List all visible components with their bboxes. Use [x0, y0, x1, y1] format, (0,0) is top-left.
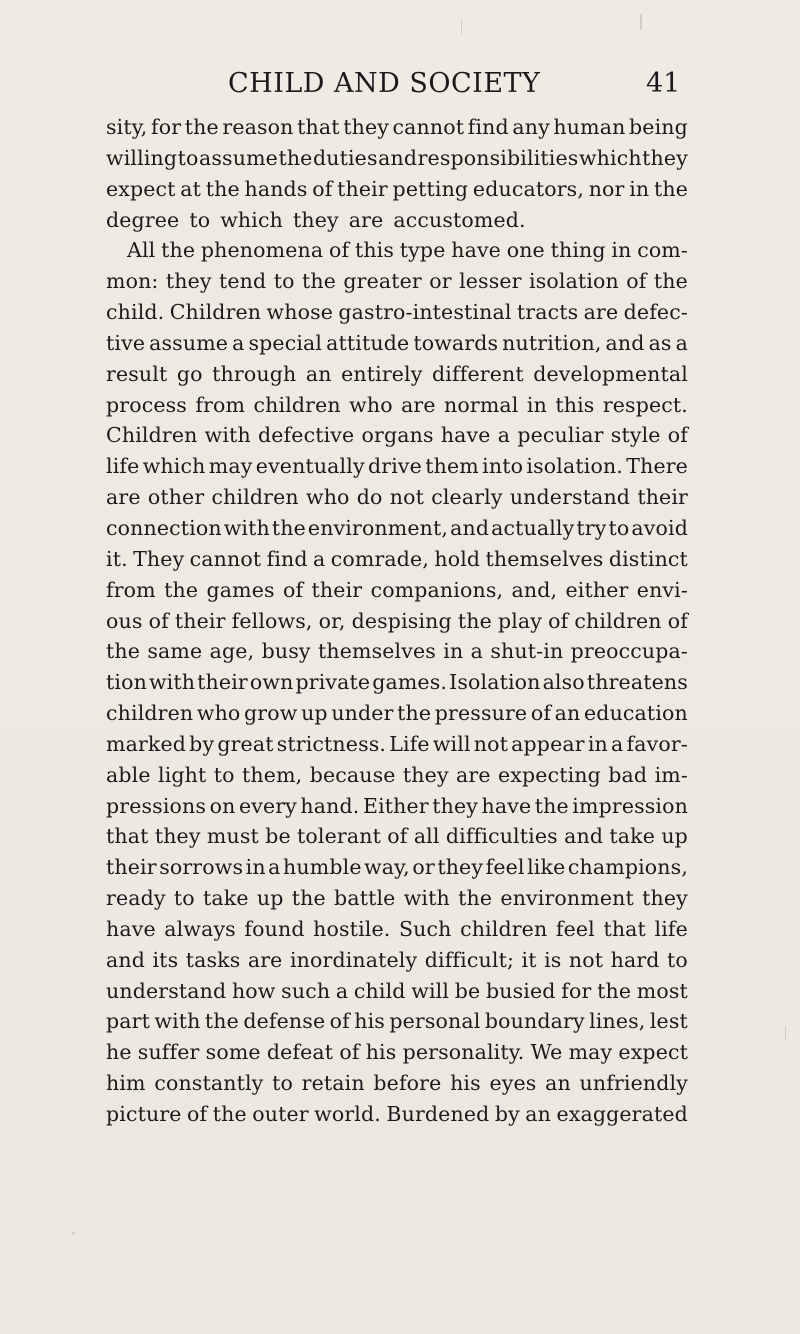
- text-line: tion with their own private games. Isolation also threatens: [106, 670, 688, 695]
- text-line: All the phenomena of this type have one thing in com-: [127, 238, 688, 263]
- text-line: connection with the environment, and actually try to avoid: [106, 515, 688, 540]
- text-line: that they must be tolerant of all difficulties and take up: [106, 824, 688, 849]
- text-line: degree to which they are accustomed.: [106, 207, 526, 232]
- text-line: from the games of their companions, and, either envi-: [106, 577, 688, 602]
- paper-speck: [785, 1026, 786, 1040]
- text-line: he suffer some defeat of his personality. We may expect: [106, 1040, 688, 1065]
- text-line: understand how such a child will be busied for the most: [106, 978, 688, 1003]
- text-line: children who grow up under the pressure of an education: [106, 701, 688, 726]
- text-line: tive assume a special attitude towards nutrition, and as a: [106, 330, 688, 355]
- text-line: ous of their fellows, or, despising the play of children of: [106, 608, 688, 633]
- text-line: Children with defective organs have a peculiar style of: [106, 423, 688, 448]
- paper-speck: [640, 14, 642, 30]
- text-line: are other children who do not clearly understand their: [106, 485, 688, 510]
- page-number: 41: [646, 68, 681, 99]
- text-line: mon: they tend to the greater or lesser isolation of the: [106, 269, 688, 294]
- running-head-title: CHILD AND SOCIETY: [228, 68, 541, 99]
- body-text: [106, 112, 688, 1130]
- paper-speck: [461, 20, 462, 34]
- text-line: picture of the outer world. Burdened by an exaggerated: [106, 1102, 688, 1126]
- text-line: willing to assume the duties and responsibilities which they: [106, 145, 688, 170]
- text-line: him constantly to retain before his eyes an unfriendly: [106, 1071, 688, 1096]
- text-line: result go through an entirely different developmental: [106, 361, 688, 386]
- text-line: marked by great strictness. Life will not appear in a favor-: [106, 731, 688, 756]
- text-line: child. Children whose gastro-intestinal tracts are defec-: [106, 300, 688, 325]
- running-head: [0, 68, 800, 108]
- text-line: able light to them, because they are expecting bad im-: [106, 762, 688, 787]
- text-line: it. They cannot find a comrade, hold themselves distinct: [106, 546, 688, 571]
- paper-speck: [72, 1232, 75, 1235]
- text-line: have always found hostile. Such children feel that life: [106, 916, 688, 941]
- text-line: life which may eventually drive them into isolation. There: [106, 454, 688, 479]
- text-line: process from children who are normal in this respect.: [106, 392, 688, 417]
- text-line: their sorrows in a humble way, or they feel like champions,: [106, 855, 688, 880]
- text-line: the same age, busy themselves in a shut-in preoccupa-: [106, 639, 688, 664]
- text-line: part with the defense of his personal boundary lines, lest: [106, 1009, 688, 1034]
- text-line: expect at the hands of their petting educators, nor in the: [106, 176, 688, 201]
- text-line: pressions on every hand. Either they have the impression: [106, 793, 688, 818]
- text-line: and its tasks are inordinately difficult; it is not hard to: [106, 947, 688, 972]
- text-line: ready to take up the battle with the environment they: [106, 886, 688, 911]
- text-line: sity, for the reason that they cannot find any human being: [106, 115, 688, 139]
